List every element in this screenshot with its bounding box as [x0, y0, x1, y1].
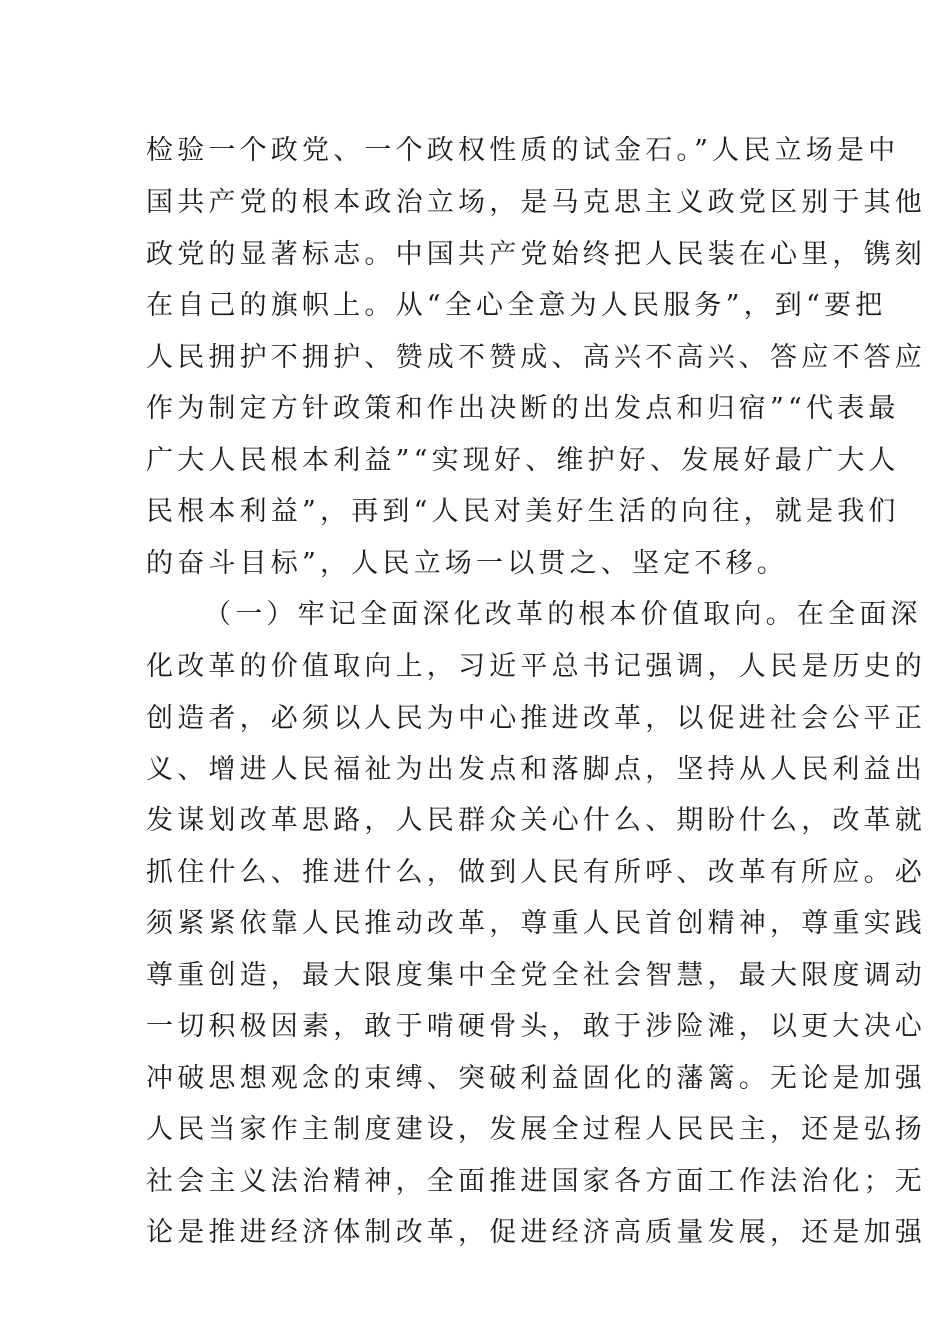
text-line: 的奋斗目标”，人民立场一以贯之、坚定不移。: [146, 548, 789, 579]
text-line: 抓住什么、推进什么，做到人民有所呼、改革有所应。必: [146, 857, 926, 888]
text-line: 人民当家作主制度建设，发展全过程人民民主，还是弘扬: [146, 1114, 926, 1145]
text-line: 广大人民根本利益”“实现好、维护好、发展好最广大人: [146, 445, 900, 476]
text-line: 一切积极因素，敢于啃硬骨头，敢于涉险滩，以更大决心: [146, 1011, 926, 1042]
text-line: 检验一个政党、一个政权性质的试金石。”人民立场是中: [146, 135, 900, 166]
text-line: 民根本利益”，再到“人民对美好生活的向往，就是我们: [146, 496, 900, 527]
text-line: 创造者，必须以人民为中心推进改革，以促进社会公平正: [146, 703, 926, 734]
text-line: 尊重创造，最大限度集中全党全社会智慧，最大限度调动: [146, 960, 926, 991]
text-line: 人民拥护不拥护、赞成不赞成、高兴不高兴、答应不答应: [146, 342, 926, 373]
text-line: 在自己的旗帜上。从“全心全意为人民服务”，到“要把: [146, 290, 887, 321]
text-line: 政党的显著标志。中国共产党始终把人民装在心里，镌刻: [146, 239, 926, 270]
text-line: 须紧紧依靠人民推动改革，尊重人民首创精神，尊重实践: [146, 908, 926, 939]
text-line: 发谋划改革思路，人民群众关心什么、期盼什么，改革就: [146, 805, 926, 836]
text-line: 论是推进经济体制改革，促进经济高质量发展，还是加强: [146, 1217, 926, 1248]
text-line: 冲破思想观念的束缚、突破利益固化的藩篱。无论是加强: [146, 1063, 926, 1094]
section-heading-line: （一）牢记全面深化改革的根本价值取向。在全面深: [204, 599, 922, 630]
text-line: 国共产党的根本政治立场，是马克思主义政党区别于其他: [146, 187, 926, 218]
text-line: 化改革的价值取向上，习近平总书记强调，人民是历史的: [146, 651, 926, 682]
text-line: 义、增进人民福祉为出发点和落脚点，坚持从人民利益出: [146, 754, 926, 785]
text-line: 作为制定方针政策和作出决断的出发点和归宿”“代表最: [146, 393, 900, 424]
text-line: 社会主义法治精神，全面推进国家各方面工作法治化；无: [146, 1166, 926, 1197]
